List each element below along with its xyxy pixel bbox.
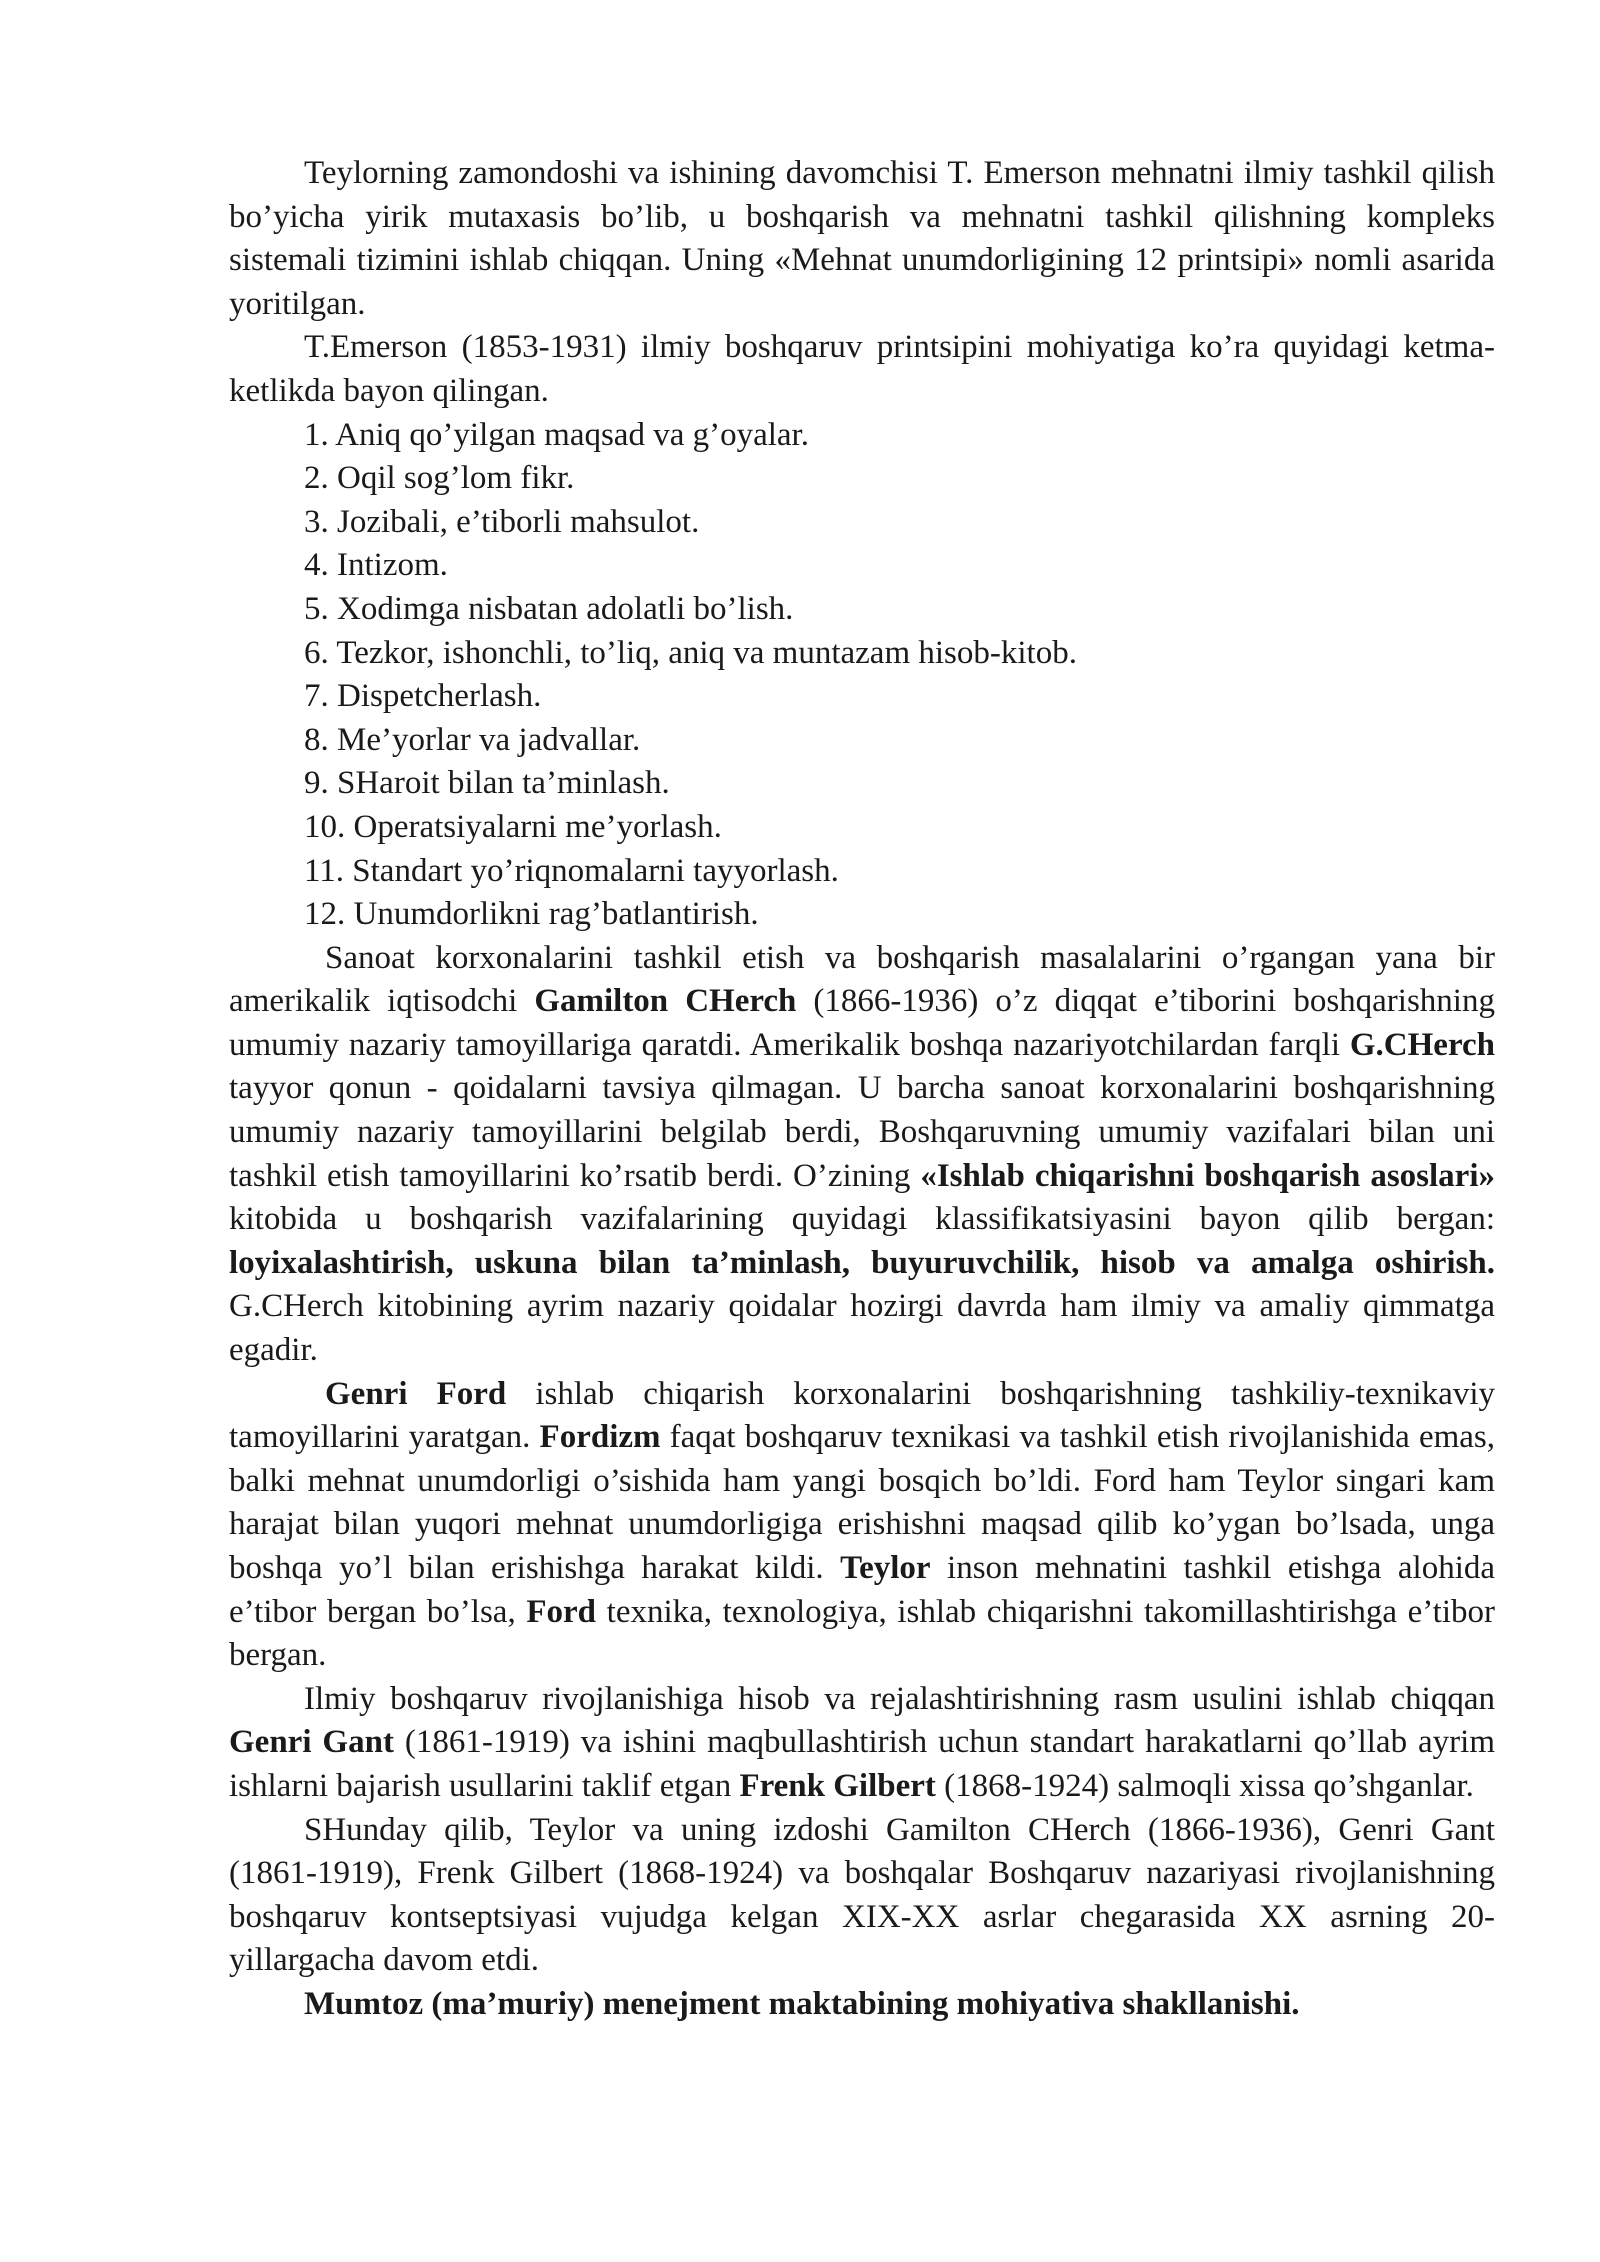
- text-span: kitobida u boshqarish vazifalarining quyidagi klassifikatsiyasini bayon qilib bergan:: [229, 1201, 1495, 1238]
- paragraph-ford: [229, 1373, 1495, 1678]
- text-span: texnika, texnologiya, ishlab chiqarishni takomillashtirishga e’tibor bergan.: [229, 1593, 1496, 1674]
- bold-name: Genri Gant: [229, 1724, 394, 1761]
- text-span: faqat boshqaruv texnikasi va tashkil etish rivojlanishida emas, balki mehnat unumdorligi o’sishida ham yangi bosqich bo’ldi. Ford ham Teylor singari kam harajat bilan yuqori mehnat unumdorligiga erishishni maqsad qilib ko’ygan bo’lsada, unga boshqa yo’l bilan erishishga harakat kildi.: [229, 1419, 1496, 1586]
- list-item: 11. Standart yo’riqnomalarni tayyorlash.: [304, 852, 839, 889]
- bold-name: Gamilton CHerch: [534, 983, 797, 1020]
- bold-term: Fordizm: [539, 1419, 661, 1456]
- section-heading: Mumtoz (ma’muriy) menejment maktabining mohiyativa shakllanishi.: [304, 1985, 1300, 2022]
- list-item: 10. Operatsiyalarni me’yorlash.: [304, 808, 722, 845]
- bold-name: Genri Ford: [325, 1375, 507, 1412]
- list-item: 1. Aniq qo’yilgan maqsad va g’oyalar.: [304, 416, 809, 453]
- bold-name: Ford: [526, 1593, 597, 1630]
- text-span: (1861-1919) va ishini maqbullashtirish uchun standart harakatlarni qo’llab ayrim ishlarni bajarish usullarini taklif etgan: [229, 1724, 1495, 1804]
- list-item: 9. SHaroit bilan ta’minlash.: [304, 765, 670, 802]
- list-item: 8. Me’yorlar va jadvallar.: [304, 721, 641, 758]
- text-span: inson mehnatini tashkil etishga alohida e’tibor bergan bo’lsa,: [229, 1550, 1496, 1630]
- document-page: [229, 152, 1495, 2027]
- list-item: 3. Jozibali, e’tiborli mahsulot.: [304, 503, 700, 540]
- bold-book-title: «Ishlab chiqarishni boshqarish asoslari»: [920, 1157, 1495, 1194]
- list-item: 5. Xodimga nisbatan adolatli bo’lish.: [304, 590, 794, 627]
- text-span: (1866-1936) o’z diqqat e’tiborini boshqarishning umumiy nazariy tamoyillariga qaratdi. Amerikalik boshqa nazariyotchilardan farqli: [229, 983, 1495, 1063]
- text-span: Sanoat korxonalarini tashkil etish va boshqarish masalalarini o’rgangan yana bir amerikalik iqtisodchi: [229, 939, 1495, 1020]
- paragraph-emerson-principles: T.Emerson (1853-1931) ilmiy boshqaruv printsipini mohiyatiga ko’ra quyidagi ketma-ketlikda bayon qilingan.: [229, 329, 1495, 409]
- bold-name: G.CHerch: [1349, 1026, 1495, 1063]
- paragraph-emerson-intro: Teylorning zamondoshi va ishining davomchisi T. Emerson mehnatni ilmiy tashkil qilish bo’yicha yirik mutaxasis bo’lib, u boshqarish va mehnatni tashkil qilishning kompleks sistemali tizimini ishlab chiqqan. Uning «Mehnat unumdorligining 12 printsipi» nomli asarida yoritilgan.: [229, 155, 1495, 322]
- list-item: 2. Oqil sog’lom fikr.: [304, 460, 575, 497]
- principles-list: [229, 414, 1495, 937]
- text-span: ishlab chiqarish korxonalarini boshqarishning tashkiliy-texnikaviy tamoyillarini yaratgan.: [229, 1375, 1495, 1456]
- bold-name: Frenk Gilbert: [739, 1767, 936, 1804]
- paragraph-gant-gilbert: [229, 1678, 1495, 1809]
- list-item: 4. Intizom.: [304, 547, 448, 584]
- list-item: 12. Unumdorlikni rag’batlantirish.: [304, 896, 759, 933]
- text-span: Ilmiy boshqaruv rivojlanishiga hisob va rejalashtirishning rasm usulini ishlab chiqqan: [304, 1680, 1495, 1717]
- bold-name: Teylor: [840, 1550, 931, 1586]
- paragraph-summary: SHunday qilib, Teylor va uning izdoshi Gamilton CHerch (1866-1936), Genri Gant (1861-1919), Frenk Gilbert (1868-1924) va boshqalar Boshqaruv nazariyasi rivojlanishning boshqaruv kontseptsiyasi vujudga kelgan XIX-XX asrlar chegarasida XX asrning 20-yillargacha davom etdi.: [229, 1811, 1495, 1979]
- bold-functions: loyixalashtirish, uskuna bilan ta’minlash, buyuruvchilik, hisob va amalga oshirish.: [229, 1244, 1495, 1281]
- text-span: tayyor qonun - qoidalarni tavsiya qilmagan. U barcha sanoat korxonalarini boshqarishning umumiy nazariy tamoyillarini belgilab berdi, Boshqaruvning umumiy vazifalari bilan uni tashkil etish tamoyillarini ko’rsatib berdi. O’zining: [229, 1070, 1495, 1194]
- text-span: (1868-1924) salmoqli xissa qo’shganlar.: [935, 1767, 1474, 1804]
- list-item: 7. Dispetcherlash.: [304, 678, 542, 715]
- text-span: G.CHerch kitobining ayrim nazariy qoidalar hozirgi davrda ham ilmiy va amaliy qimmatga egadir.: [229, 1288, 1495, 1369]
- list-item: 6. Tezkor, ishonchli, to’liq, aniq va muntazam hisob-kitob.: [304, 634, 1077, 671]
- paragraph-cherch: [229, 937, 1495, 1373]
